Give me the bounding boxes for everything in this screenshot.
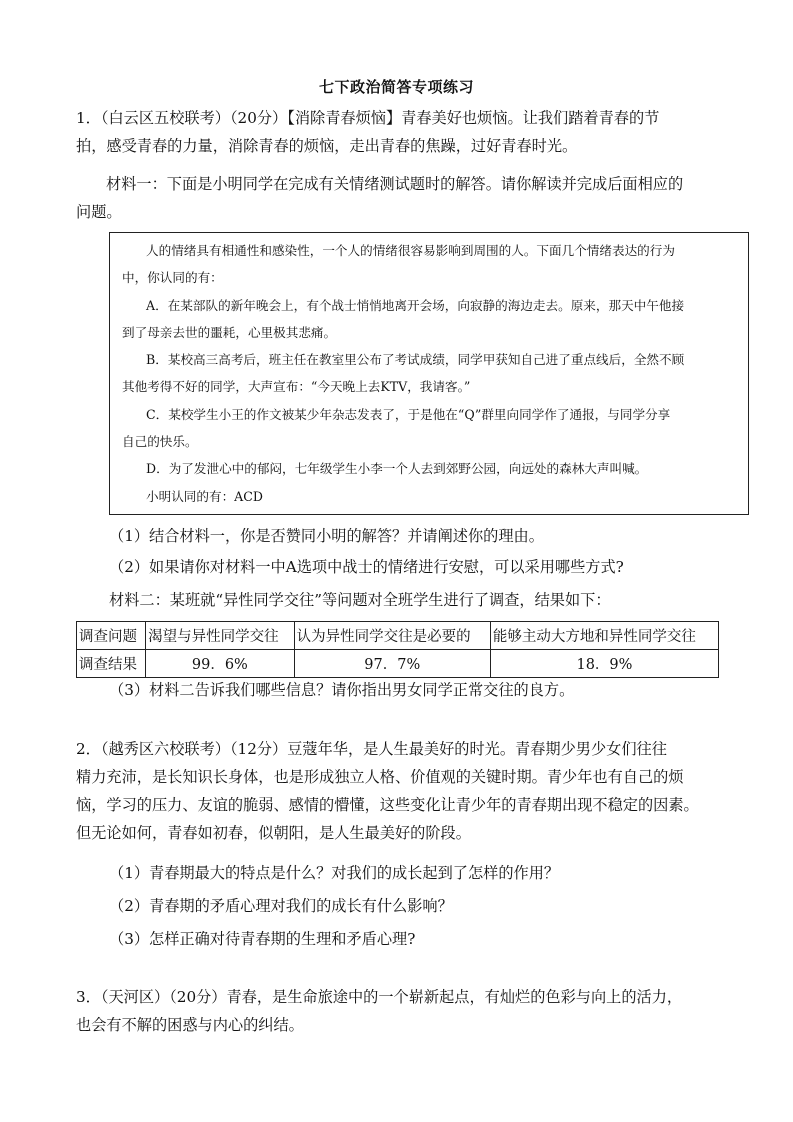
table-cell: 99．6% bbox=[146, 650, 295, 678]
table-cell: 调查结果 bbox=[77, 650, 146, 678]
table-header-cell: 调查问题 bbox=[77, 622, 146, 650]
table-cell: 97．7% bbox=[294, 650, 490, 678]
question-2-sub-2: （2）青春期的矛盾心理对我们的成长有什么影响？ bbox=[109, 897, 453, 915]
question-1-line: 拍，感受青春的力量，消除青春的烦恼，走出青春的焦躁，过好青春时光。 bbox=[76, 137, 578, 155]
box-answer: 小明认同的有：ACD bbox=[146, 488, 263, 504]
question-2-line: 2．（越秀区六校联考）（12分）豆蔻年华，是人生最美好的时光。青春期少男少女们往往 bbox=[76, 740, 667, 758]
option-c-line: C．某校学生小王的作文被某少年杂志发表了，于是他在“Q”群里向同学作了通报，与同学分享 bbox=[146, 406, 671, 422]
table-cell: 18．9% bbox=[490, 650, 718, 678]
option-a-line: 到了母亲去世的噩耗，心里极其悲痛。 bbox=[122, 324, 337, 340]
material-1-box bbox=[109, 232, 749, 515]
option-a-line: A．在某部队的新年晚会上，有个战士悄悄地离开会场，向寂静的海边走去。原来，那天中午他接 bbox=[146, 297, 685, 313]
table-row bbox=[77, 622, 719, 650]
question-1-sub-3: （3）材料二告诉我们哪些信息？请你指出男女同学正常交往的良方。 bbox=[109, 681, 575, 699]
question-1-sub-1: （1）结合材料一，你是否赞同小明的解答？并请阐述你的理由。 bbox=[109, 527, 544, 545]
question-3-line: 3．（天河区）（20分）青春，是生命旅途中的一个崭新起点，有灿烂的色彩与向上的活力， bbox=[76, 988, 683, 1006]
option-c-line: 自己的快乐。 bbox=[122, 434, 198, 450]
question-1-intro bbox=[76, 104, 721, 160]
table-row bbox=[77, 650, 719, 678]
option-b-line: B．某校高三高考后，班主任在教室里公布了考试成绩，同学甲获知自己进了重点线后，全然不顾 bbox=[146, 352, 685, 368]
table-header-cell: 能够主动大方地和异性同学交往 bbox=[490, 622, 718, 650]
page-title: 七下政治简答专项练习 bbox=[318, 78, 474, 96]
box-line: 人的情绪具有相通性和感染性，一个人的情绪很容易影响到周围的人。下面几个情绪表达的行为 bbox=[146, 243, 675, 258]
material-1-line: 材料一：下面是小明同学在完成有关情绪测试题时的解答。请你解读并完成后面相应的 bbox=[106, 175, 684, 193]
option-b-line: 其他考得不好的同学，大声宣布：“今天晚上去KTV，我请客。” bbox=[122, 379, 471, 395]
question-2-line: 但无论如何，青春如初春，似朝阳，是人生最美好的阶段。 bbox=[76, 824, 471, 842]
question-2-line: 精力充沛，是长知识长身体，也是形成独立人格、价值观的关键时期。青少年也有自己的烦 bbox=[76, 768, 684, 786]
question-3-intro bbox=[76, 983, 721, 1039]
question-1-sub-2: （2）如果请你对材料一中A选项中战士的情绪进行安慰，可以采用哪些方式? bbox=[109, 558, 624, 576]
material-1-line: 问题。 bbox=[76, 203, 122, 221]
material-2-intro: 材料二：某班就“异性同学交往”等问题对全班学生进行了调查，结果如下： bbox=[109, 591, 611, 609]
question-1-line: 1．（白云区五校联考）（20分）【消除青春烦恼】青春美好也烦恼。让我们踏着青春的节 bbox=[76, 109, 660, 127]
question-2-line: 恼，学习的压力、友谊的脆弱、感情的懵懂，这些变化让青少年的青春期出现不稳定的因素。 bbox=[76, 796, 699, 814]
survey-table bbox=[76, 621, 719, 678]
table-header-cell: 认为异性同学交往是必要的 bbox=[294, 622, 490, 650]
question-2-intro bbox=[76, 735, 721, 847]
option-d-line: D．为了发泄心中的郁闷，七年级学生小李一个人去到郊野公园，向远处的森林大声叫喊。 bbox=[146, 461, 648, 477]
box-line: 中，你认同的有： bbox=[122, 270, 223, 286]
question-2-sub-1: （1）青春期最大的特点是什么？对我们的成长起到了怎样的作用？ bbox=[109, 864, 560, 882]
question-3-line: 也会有不解的困惑与内心的纠结。 bbox=[76, 1016, 304, 1034]
question-2-sub-3: （3）怎样正确对待青春期的生理和矛盾心理? bbox=[109, 930, 416, 948]
material-1-intro bbox=[76, 170, 721, 226]
table-header-cell: 渴望与异性同学交往 bbox=[146, 622, 295, 650]
